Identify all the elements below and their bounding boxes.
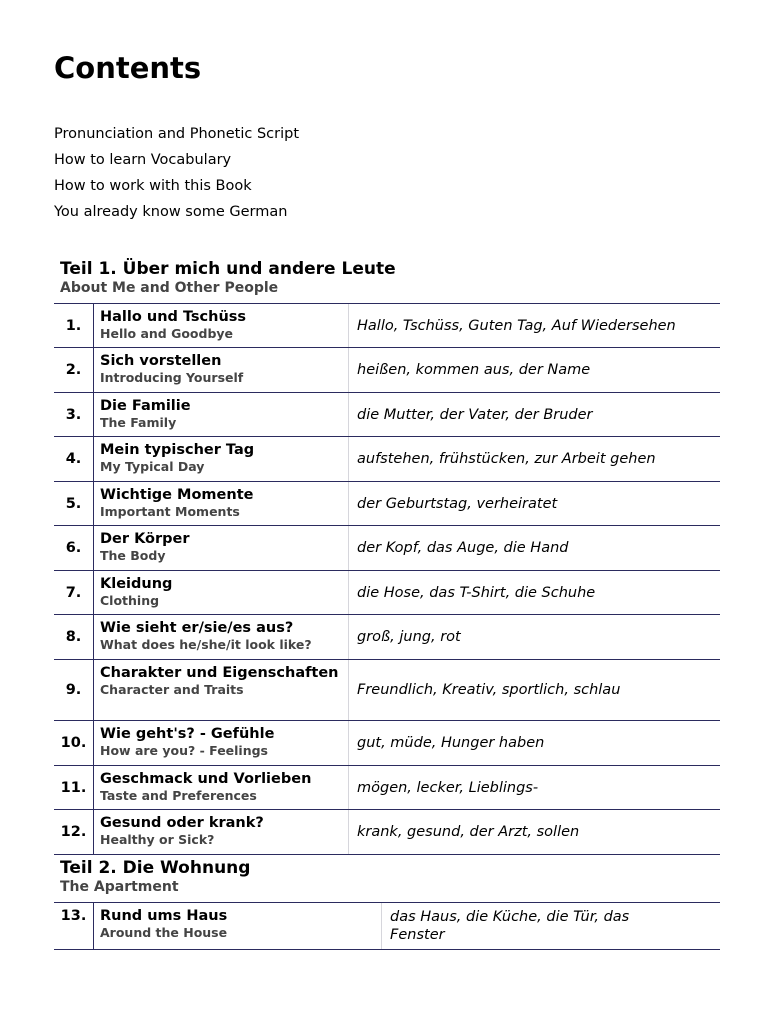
- part-1-header: [54, 259, 720, 303]
- chapter-number: 4.: [54, 437, 94, 481]
- chapter-number: 8.: [54, 615, 94, 659]
- chapter-row[interactable]: [54, 903, 720, 950]
- chapter-row[interactable]: [54, 571, 720, 615]
- chapter-row[interactable]: [54, 348, 720, 393]
- chapter-title-german: Der Körper: [100, 531, 190, 547]
- chapter-vocabulary: krank, gesund, der Arzt, sollen: [357, 824, 580, 840]
- chapter-title-english: Healthy or Sick?: [100, 832, 215, 847]
- chapter-title-english: Taste and Preferences: [100, 788, 257, 803]
- intro-link-pronunciation[interactable]: Pronunciation and Phonetic Script: [54, 126, 299, 142]
- chapter-vocabulary: aufstehen, frühstücken, zur Arbeit gehen: [357, 451, 656, 467]
- part-2-title: Teil 2. Die Wohnung: [60, 858, 251, 878]
- chapter-row[interactable]: [54, 304, 720, 348]
- chapter-number: 5.: [54, 482, 94, 525]
- chapter-title-german: Kleidung: [100, 576, 173, 592]
- chapter-row[interactable]: [54, 660, 720, 721]
- chapter-number: 3.: [54, 393, 94, 436]
- chapter-title-english: Introducing Yourself: [100, 370, 244, 385]
- chapter-title-cell[interactable]: [94, 721, 349, 765]
- chapter-title-cell[interactable]: [94, 304, 349, 347]
- chapter-title-cell[interactable]: [94, 526, 349, 570]
- chapter-title-german: Rund ums Haus: [100, 908, 228, 924]
- page-title: Contents: [54, 51, 202, 85]
- chapter-title-german: Wie geht's? - Gefühle: [100, 726, 275, 742]
- part-2-header: [54, 858, 720, 902]
- chapter-title-cell[interactable]: [94, 348, 349, 392]
- intro-links: [54, 121, 299, 225]
- chapter-vocabulary: das Haus, die Küche, die Tür, das Fenster: [390, 909, 630, 943]
- chapter-vocabulary: die Hose, das T-Shirt, die Schuhe: [357, 584, 596, 601]
- chapter-row[interactable]: [54, 810, 720, 855]
- chapter-title-cell[interactable]: [94, 903, 382, 949]
- chapter-title-english: How are you? - Feelings: [100, 743, 268, 758]
- chapter-title-cell[interactable]: [94, 615, 349, 659]
- chapter-title-cell[interactable]: [94, 810, 349, 854]
- chapter-title-english: Important Moments: [100, 504, 240, 519]
- part-2-chapter-table: [54, 902, 720, 950]
- chapter-title-cell[interactable]: [94, 393, 349, 436]
- chapter-title-english: The Family: [100, 415, 177, 430]
- chapter-title-cell[interactable]: [94, 437, 349, 481]
- chapter-row[interactable]: [54, 615, 720, 660]
- intro-link-book[interactable]: How to work with this Book: [54, 178, 252, 194]
- chapter-number: 6.: [54, 526, 94, 570]
- chapter-number: 12.: [54, 810, 94, 854]
- chapter-title-german: Wie sieht er/sie/es aus?: [100, 620, 294, 636]
- chapter-vocabulary: mögen, lecker, Lieblings-: [357, 779, 539, 796]
- chapter-row[interactable]: [54, 721, 720, 766]
- intro-link-vocabulary[interactable]: How to learn Vocabulary: [54, 152, 232, 168]
- chapter-title-cell[interactable]: [94, 482, 349, 525]
- part-1-section: [54, 259, 720, 855]
- chapter-vocabulary: Freundlich, Kreativ, sportlich, schlau: [357, 682, 621, 698]
- chapter-title-english: Around the House: [100, 925, 228, 940]
- chapter-title-german: Sich vorstellen: [100, 353, 222, 369]
- chapter-title-english: My Typical Day: [100, 459, 205, 474]
- chapter-number: 9.: [54, 660, 94, 720]
- chapter-title-cell[interactable]: [94, 660, 349, 720]
- chapter-number: 13.: [54, 903, 94, 949]
- chapter-title-cell[interactable]: [94, 571, 349, 614]
- intro-link-german[interactable]: You already know some German: [54, 204, 288, 220]
- part-2-section: [54, 858, 720, 950]
- chapter-title-cell[interactable]: [94, 766, 349, 809]
- chapter-vocabulary: der Geburtstag, verheiratet: [357, 495, 558, 512]
- chapter-number: 1.: [54, 304, 94, 347]
- chapter-vocabulary: die Mutter, der Vater, der Bruder: [357, 406, 593, 423]
- chapter-vocabulary: heißen, kommen aus, der Name: [357, 362, 591, 378]
- chapter-vocabulary: der Kopf, das Auge, die Hand: [357, 540, 569, 556]
- chapter-title-german: Hallo und Tschüss: [100, 309, 247, 325]
- chapter-vocabulary: Hallo, Tschüss, Guten Tag, Auf Wiedersehen: [357, 317, 676, 334]
- chapter-row[interactable]: [54, 437, 720, 482]
- part-1-chapter-table: [54, 303, 720, 855]
- chapter-row[interactable]: [54, 393, 720, 437]
- part-2-subtitle: The Apartment: [60, 879, 179, 895]
- chapter-number: 7.: [54, 571, 94, 614]
- chapter-vocabulary: gut, müde, Hunger haben: [357, 735, 545, 751]
- chapter-title-german: Gesund oder krank?: [100, 815, 264, 831]
- chapter-vocabulary: groß, jung, rot: [357, 629, 461, 645]
- chapter-title-english: Clothing: [100, 593, 160, 608]
- chapter-title-english: Character and Traits: [100, 682, 244, 697]
- chapter-number: 2.: [54, 348, 94, 392]
- chapter-row[interactable]: [54, 526, 720, 571]
- chapter-title-english: Hello and Goodbye: [100, 326, 234, 341]
- chapter-title-german: Mein typischer Tag: [100, 442, 255, 458]
- chapter-title-german: Die Familie: [100, 398, 191, 414]
- chapter-title-german: Wichtige Momente: [100, 487, 254, 503]
- chapter-title-german: Charakter und Eigenschaften: [100, 665, 339, 681]
- chapter-row[interactable]: [54, 482, 720, 526]
- part-1-title: Teil 1. Über mich und andere Leute: [60, 259, 396, 279]
- chapter-title-english: The Body: [100, 548, 166, 563]
- chapter-title-german: Geschmack und Vorlieben: [100, 771, 312, 787]
- chapter-title-english: What does he/she/it look like?: [100, 637, 312, 652]
- part-1-subtitle: About Me and Other People: [60, 280, 279, 296]
- chapter-row[interactable]: [54, 766, 720, 810]
- chapter-number: 10.: [54, 721, 94, 765]
- chapter-number: 11.: [54, 766, 94, 809]
